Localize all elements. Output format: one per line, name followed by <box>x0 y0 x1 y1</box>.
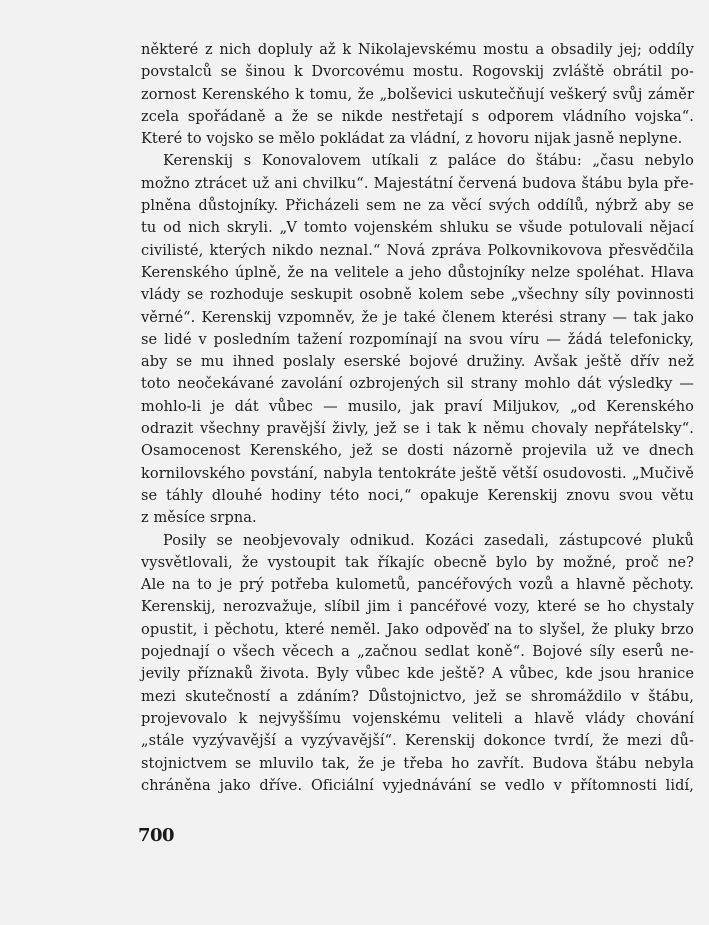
text-line: Kerenskij, nerozvažuje, slíbil jim i pancéřové vozy, které se ho chystaly <box>141 599 694 616</box>
text-line: plněna důstojníky. Přicházeli sem ne za věcí svých oddílů, nýbrž aby se <box>141 198 694 215</box>
text-line: Osamocenost Kerenského, jež se dosti názorně projevila už ve dnech <box>141 443 694 460</box>
text-line: stojnictvem se mluvilo tak, že je třeba ho zavřít. Budova štábu nebyla <box>141 755 694 772</box>
text-line: Ale na to je prý potřeba kulometů, pancéřových vozů a hlavně pěchoty. <box>141 577 694 594</box>
page-number: 700 <box>138 825 175 846</box>
text-line: projevovalo k nejvyššímu vojenskému veliteli a hlavě vlády chování <box>141 710 694 727</box>
text-line: věrné“. Kerenskij vzpomněv, že je také členem kterési strany — tak jako <box>141 309 694 326</box>
text-line: chráněna jako dříve. Oficiální vyjednávání se vedlo v přítomnosti lidí, <box>141 777 694 794</box>
text-line: povstalců se šinou k Dvorcovému mostu. Rogovskij zvláště obrátil po- <box>141 64 694 81</box>
text-line: některé z nich dopluly až k Nikolajevskému mostu a obsadily jej; oddíly <box>141 42 694 58</box>
body-text <box>141 39 694 797</box>
text-line: vysvětlovali, že vystoupit tak říkajíc obecně bylo by možné, proč ne? <box>141 554 694 571</box>
text-line: „stále vyzývavější a vyzývavější“. Kerenskij dokonce tvrdí, že mezi dů- <box>141 733 694 750</box>
text-line: aby se mu ihned poslaly eserské bojové družiny. Avšak ještě dřív než <box>141 354 694 371</box>
text-line: toto neočekávané zavolání ozbrojených sil strany mohlo dát výsledky — <box>141 376 694 393</box>
text-line: se táhly dlouhé hodiny této noci,“ opakuje Kerenskij znovu svou větu <box>141 487 694 504</box>
text-line: odrazit všechny pravější živly, jež se i tak k němu chovaly nepřátelsky“. <box>141 421 694 438</box>
text-line: tu od nich skryli. „V tomto vojenském shluku se všude potulovali nějací <box>141 220 694 237</box>
text-line: civilisté, kterých nikdo neznal.“ Nová zpráva Polkovnikovova přesvědčila <box>141 242 694 259</box>
text-line: z měsíce srpna. <box>141 510 257 527</box>
text-line: kornilovského povstání, nabyla tentokráte ještě větší osudovosti. „Mučivě <box>141 465 694 482</box>
text-line: Kerenského úplně, že na velitele a jeho důstojníky nelze spoléhat. Hlava <box>141 264 694 281</box>
text-line: zcela spořádaně a že se nikde nestřetají s odporem vládního vojska“. <box>141 108 694 125</box>
text-line: se lidé v posledním tažení rozpomínají na svou víru — žádá telefonicky, <box>141 331 694 348</box>
text-line: Kerenskij s Konovalovem utíkali z paláce do štábu: „času nebylo <box>163 153 694 170</box>
text-line: pojednají o všech věcech a „začnou sedlat koně“. Bojové síly eserů ne- <box>141 644 694 661</box>
text-line: mezi skutečností a zdáním? Důstojnictvo, jež se shromáždilo v štábu, <box>141 688 694 705</box>
text-line: Které to vojsko se mělo pokládat za vládní, z hovoru nijak jasně neplyne. <box>141 131 683 148</box>
text-line: zornost Kerenského k tomu, že „bolševici uskutečňují veškerý svůj záměr <box>141 86 694 103</box>
text-line: opustit, i pěchotu, které neměl. Jako odpověď na to slyšel, že pluky brzo <box>141 621 694 638</box>
text-line: vlády se rozhoduje seskupit osobně kolem sebe „všechny síly povinnosti <box>141 287 694 304</box>
text-line: možno ztrácet už ani chvilku“. Majestátní červená budova štábu byla pře- <box>141 175 694 192</box>
text-line: Posily se neobjevovaly odnikud. Kozáci zasedali, zástupcové pluků <box>163 532 694 549</box>
text-line: mohlo-li je dát vůbec — musilo, jak praví Miljukov, „od Kerenského <box>141 398 694 415</box>
text-line: jevily příznaků života. Byly vůbec kde ještě? A vůbec, kde jsou hranice <box>141 666 694 683</box>
